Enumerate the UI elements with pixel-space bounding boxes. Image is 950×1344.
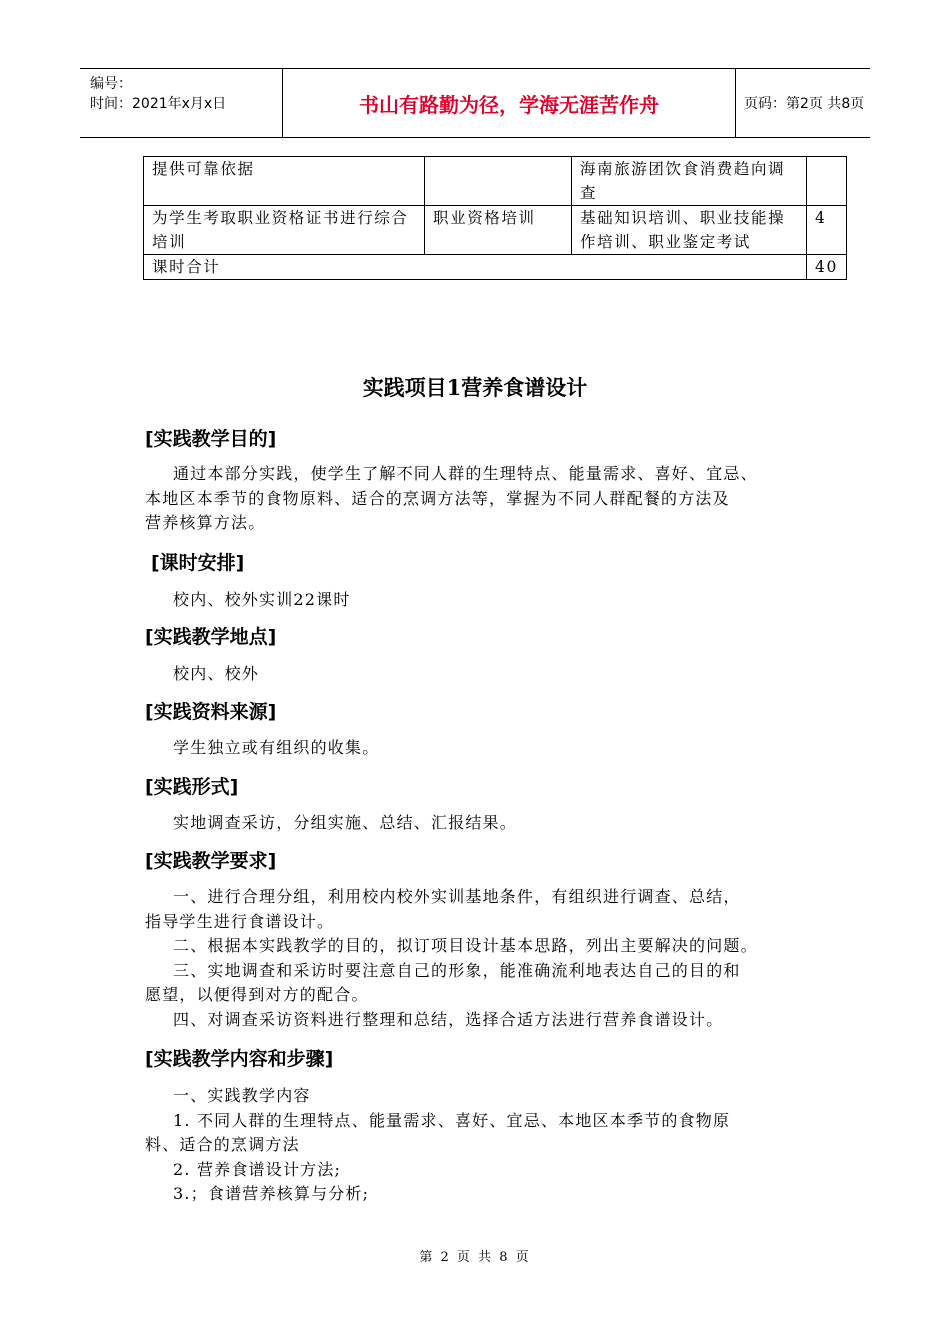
header-meta [80, 69, 283, 137]
section-heading-location: [实践教学地点] [145, 626, 277, 648]
total-value: 40 [807, 255, 847, 280]
page-title: 实践项目1营养食谱设计 [362, 375, 588, 400]
text-line: 通过本部分实践，使学生了解不同人群的生理特点、能量需求、喜好、宜忌、 [173, 464, 758, 483]
table-cell: 为学生考取职业资格证书进行综合培训 [144, 206, 425, 255]
text-line: 三、实地调查和采访时要注意自己的形象，能准确流利地表达自己的目的和 [173, 960, 741, 980]
hours-text: 校内、校外实训22课时 [173, 590, 351, 609]
text-line: 指导学生进行食谱设计。 [145, 911, 335, 931]
text-line: 愿望，以便得到对方的配合。 [145, 985, 369, 1004]
total-label: 课时合计 [144, 255, 807, 280]
header-page-info: 页码：第2页 共8页 [744, 96, 865, 112]
section-heading-content: [实践教学内容和步骤] [145, 1048, 334, 1070]
text-line: 营养核算方法。 [145, 513, 266, 532]
requirements-paragraph [145, 885, 815, 1032]
table-cell: 海南旅游团饮食消费趋向调查 [572, 157, 807, 206]
course-table [143, 156, 847, 280]
section-heading-source: [实践资料来源] [145, 701, 277, 723]
text-line: 二、根据本实践教学的目的，拟订项目设计基本思路，列出主要解决的问题。 [173, 936, 758, 955]
text-line: 1. 不同人群的生理特点、能量需求、喜好、宜忌、本地区本季节的食物原 [173, 1110, 731, 1130]
section-heading-hours: [课时安排] [151, 552, 245, 574]
section-heading-form: [实践形式] [145, 776, 239, 798]
table-row-total [144, 255, 847, 280]
text-line: 本地区本季节的食物原料、适合的烹调方法等，掌握为不同人群配餐的方法及 [145, 488, 730, 508]
table-cell [807, 157, 847, 206]
page-header [80, 68, 870, 138]
text-line: 一、实践教学内容 [173, 1086, 311, 1105]
text-line: 2. 营养食谱设计方法; [173, 1159, 342, 1179]
serial-label: 编号： [90, 76, 132, 92]
table-cell [425, 157, 572, 206]
source-text: 学生独立或有组织的收集。 [173, 738, 380, 757]
table-row [144, 206, 847, 255]
section-heading-purpose: [实践教学目的] [145, 428, 277, 450]
form-text: 实地调查采访，分组实施、总结、汇报结果。 [173, 813, 518, 832]
table-cell: 基础知识培训、职业技能操作培训、职业鉴定考试 [572, 206, 807, 255]
table-row [144, 157, 847, 206]
text-line: 一、进行合理分组，利用校内校外实训基地条件，有组织进行调查、总结， [173, 887, 741, 906]
section-heading-requirements: [实践教学要求] [145, 850, 277, 872]
table-cell: 4 [807, 206, 847, 255]
header-motto: 书山有路勤为径，学海无涯苦作舟 [283, 69, 736, 137]
text-line: 3.；食谱营养核算与分析; [173, 1184, 370, 1203]
purpose-paragraph [145, 462, 815, 536]
date-label: 时间：2021年x月x日 [90, 96, 227, 112]
page-footer: 第 2 页 共 8 页 [419, 1250, 531, 1265]
location-text: 校内、校外 [173, 664, 260, 683]
text-line: 四、对调查采访资料进行整理和总结，选择合适方法进行营养食谱设计。 [173, 1009, 724, 1029]
text-line: 料、适合的烹调方法 [145, 1135, 300, 1154]
table-cell: 提供可靠依据 [144, 157, 425, 206]
table-cell: 职业资格培训 [425, 206, 572, 255]
content-paragraph [145, 1084, 815, 1207]
